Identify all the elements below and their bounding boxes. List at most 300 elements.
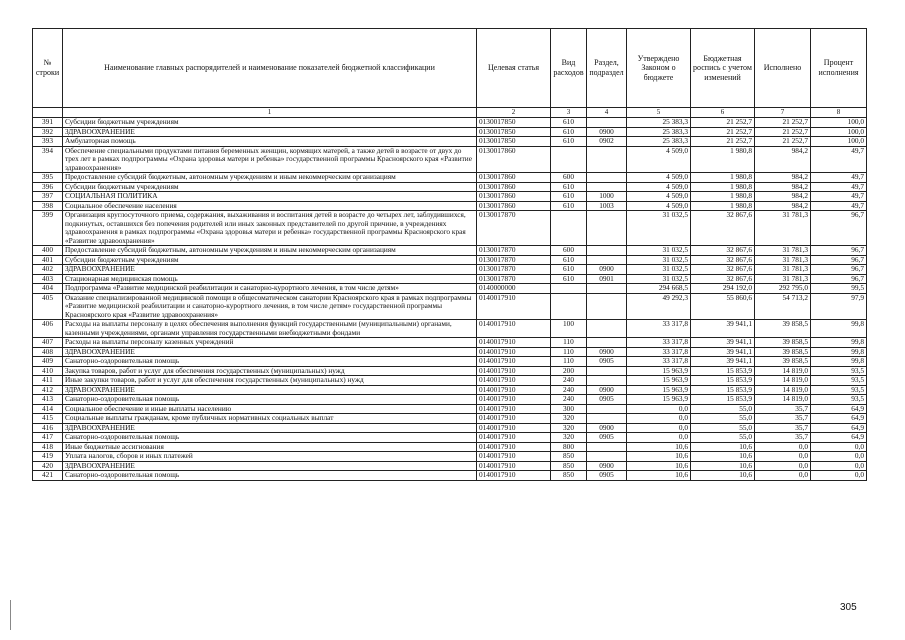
executed-amount-cell: 35,7 xyxy=(755,404,811,414)
expense-type-cell: 320 xyxy=(551,423,587,433)
table-row xyxy=(33,433,867,443)
row-number-cell: 403 xyxy=(33,274,63,284)
table-row xyxy=(33,461,867,471)
executed-amount-cell: 984,2 xyxy=(755,192,811,202)
indicator-name-cell: ЗДРАВООХРАНЕНИЕ xyxy=(63,423,477,433)
approved-amount-cell: 25 383,3 xyxy=(627,137,691,147)
percent-cell: 96,7 xyxy=(811,255,867,265)
indicator-name-cell: Социальные выплаты гражданам, кроме публичных нормативных социальных выплат xyxy=(63,414,477,424)
approved-amount-cell: 10,6 xyxy=(627,471,691,481)
table-row xyxy=(33,357,867,367)
table-row xyxy=(33,293,867,320)
row-number-cell: 404 xyxy=(33,284,63,294)
approved-amount-cell: 15 963,9 xyxy=(627,376,691,386)
section-cell xyxy=(587,146,627,173)
approved-amount-cell: 10,6 xyxy=(627,452,691,462)
percent-cell: 93,5 xyxy=(811,385,867,395)
row-number-cell: 419 xyxy=(33,452,63,462)
row-number-cell: 420 xyxy=(33,461,63,471)
executed-amount-cell: 14 819,0 xyxy=(755,366,811,376)
target-article-cell: 0130017870 xyxy=(477,255,551,265)
indicator-name-cell: Санаторно-оздоровительная помощь xyxy=(63,471,477,481)
table-row xyxy=(33,118,867,128)
indicator-name-cell: ЗДРАВООХРАНЕНИЕ xyxy=(63,385,477,395)
percent-cell: 49,7 xyxy=(811,173,867,183)
table-row xyxy=(33,146,867,173)
table-row xyxy=(33,173,867,183)
table-row xyxy=(33,137,867,147)
table-row xyxy=(33,255,867,265)
table-row xyxy=(33,452,867,462)
percent-cell: 93,5 xyxy=(811,366,867,376)
row-number-cell: 412 xyxy=(33,385,63,395)
schedule-amount-cell: 10,6 xyxy=(691,452,755,462)
percent-cell: 49,7 xyxy=(811,182,867,192)
percent-cell: 96,7 xyxy=(811,211,867,246)
expense-type-cell: 320 xyxy=(551,433,587,443)
target-article-cell: 0140017910 xyxy=(477,347,551,357)
executed-amount-cell: 984,2 xyxy=(755,201,811,211)
column-number: 6 xyxy=(691,108,755,118)
expense-type-cell: 600 xyxy=(551,173,587,183)
section-cell xyxy=(587,414,627,424)
section-cell xyxy=(587,293,627,320)
table-row xyxy=(33,471,867,481)
section-cell xyxy=(587,442,627,452)
indicator-name-cell: Субсидии бюджетным учреждениям xyxy=(63,255,477,265)
target-article-cell: 0130017850 xyxy=(477,127,551,137)
row-number-cell: 418 xyxy=(33,442,63,452)
target-article-cell: 0140017910 xyxy=(477,452,551,462)
column-number: 3 xyxy=(551,108,587,118)
section-cell xyxy=(587,366,627,376)
executed-amount-cell: 35,7 xyxy=(755,433,811,443)
table-row xyxy=(33,338,867,348)
executed-amount-cell: 984,2 xyxy=(755,173,811,183)
section-cell: 0900 xyxy=(587,385,627,395)
row-number-cell: 397 xyxy=(33,192,63,202)
indicator-name-cell: Иные бюджетные ассигнования xyxy=(63,442,477,452)
expense-type-cell: 240 xyxy=(551,376,587,386)
percent-cell: 96,7 xyxy=(811,265,867,275)
schedule-amount-cell: 15 853,9 xyxy=(691,385,755,395)
row-number-cell: 405 xyxy=(33,293,63,320)
target-article-cell: 0130017860 xyxy=(477,201,551,211)
section-cell: 0905 xyxy=(587,357,627,367)
schedule-amount-cell: 32 867,6 xyxy=(691,211,755,246)
row-number-cell: 398 xyxy=(33,201,63,211)
schedule-amount-cell: 15 853,9 xyxy=(691,366,755,376)
executed-amount-cell: 14 819,0 xyxy=(755,385,811,395)
schedule-amount-cell: 55,0 xyxy=(691,414,755,424)
expense-type-cell xyxy=(551,293,587,320)
schedule-amount-cell: 55,0 xyxy=(691,404,755,414)
approved-amount-cell: 31 032,5 xyxy=(627,246,691,256)
percent-cell: 99,8 xyxy=(811,320,867,338)
target-article-cell: 0140017910 xyxy=(477,433,551,443)
indicator-name-cell: Обеспечение специальными продуктами питания беременных женщин, кормящих матерей, а также детей в возрасте от двух до трех лет в рамках подпрограммы «Охрана здоровья матери и ребенка» государственной программы Красноярского края «Развитие здравоохранения» xyxy=(63,146,477,173)
indicator-name-cell: Субсидии бюджетным учреждениям xyxy=(63,182,477,192)
indicator-name-cell: Закупка товаров, работ и услуг для обеспечения государственных (муниципальных) нужд xyxy=(63,366,477,376)
target-article-cell: 0140017910 xyxy=(477,395,551,405)
target-article-cell: 0140017910 xyxy=(477,357,551,367)
schedule-amount-cell: 21 252,7 xyxy=(691,137,755,147)
table-header-row xyxy=(33,29,867,108)
table-row xyxy=(33,127,867,137)
section-cell xyxy=(587,246,627,256)
indicator-name-cell: Социальное обеспечение населения xyxy=(63,201,477,211)
column-number: 1 xyxy=(63,108,477,118)
column-number: 7 xyxy=(755,108,811,118)
expense-type-cell: 300 xyxy=(551,404,587,414)
indicator-name-cell: Санаторно-оздоровительная помощь xyxy=(63,357,477,367)
section-cell xyxy=(587,452,627,462)
target-article-cell: 0140017910 xyxy=(477,404,551,414)
approved-amount-cell: 15 963,9 xyxy=(627,366,691,376)
header-section: Раздел, подраздел xyxy=(587,29,627,108)
indicator-name-cell: СОЦИАЛЬНАЯ ПОЛИТИКА xyxy=(63,192,477,202)
header-percent: Процент исполнения xyxy=(811,29,867,108)
column-number: 5 xyxy=(627,108,691,118)
row-number-cell: 401 xyxy=(33,255,63,265)
percent-cell: 49,7 xyxy=(811,146,867,173)
target-article-cell: 0130017870 xyxy=(477,274,551,284)
percent-cell: 99,8 xyxy=(811,338,867,348)
row-number-cell: 395 xyxy=(33,173,63,183)
schedule-amount-cell: 10,6 xyxy=(691,442,755,452)
schedule-amount-cell: 1 980,8 xyxy=(691,192,755,202)
expense-type-cell: 110 xyxy=(551,338,587,348)
executed-amount-cell: 984,2 xyxy=(755,182,811,192)
section-cell xyxy=(587,118,627,128)
expense-type-cell xyxy=(551,284,587,294)
approved-amount-cell: 4 509,0 xyxy=(627,192,691,202)
executed-amount-cell: 31 781,3 xyxy=(755,246,811,256)
percent-cell: 0,0 xyxy=(811,442,867,452)
section-cell: 1000 xyxy=(587,192,627,202)
table-row xyxy=(33,211,867,246)
section-cell: 1003 xyxy=(587,201,627,211)
table-body xyxy=(33,118,867,481)
row-number-cell: 406 xyxy=(33,320,63,338)
indicator-name-cell: Субсидии бюджетным учреждениям xyxy=(63,118,477,128)
executed-amount-cell: 21 252,7 xyxy=(755,127,811,137)
expense-type-cell: 240 xyxy=(551,385,587,395)
percent-cell: 97,9 xyxy=(811,293,867,320)
header-approved: Утверждено Законом о бюджете xyxy=(627,29,691,108)
table-row xyxy=(33,192,867,202)
approved-amount-cell: 31 032,5 xyxy=(627,211,691,246)
expense-type-cell: 610 xyxy=(551,118,587,128)
approved-amount-cell: 31 032,5 xyxy=(627,255,691,265)
schedule-amount-cell: 21 252,7 xyxy=(691,118,755,128)
executed-amount-cell: 39 858,5 xyxy=(755,320,811,338)
schedule-amount-cell: 55,0 xyxy=(691,423,755,433)
schedule-amount-cell: 21 252,7 xyxy=(691,127,755,137)
table-row xyxy=(33,395,867,405)
header-expense-type: Вид расходов xyxy=(551,29,587,108)
table-row xyxy=(33,376,867,386)
target-article-cell: 0130017850 xyxy=(477,118,551,128)
expense-type-cell: 610 xyxy=(551,265,587,275)
target-article-cell: 0130017860 xyxy=(477,192,551,202)
row-number-cell: 394 xyxy=(33,146,63,173)
schedule-amount-cell: 15 853,9 xyxy=(691,376,755,386)
approved-amount-cell: 25 383,3 xyxy=(627,118,691,128)
approved-amount-cell: 0,0 xyxy=(627,414,691,424)
header-name: Наименование главных распорядителей и наименование показателей бюджетной классификации xyxy=(63,29,477,108)
column-number: 2 xyxy=(477,108,551,118)
target-article-cell: 0130017860 xyxy=(477,146,551,173)
approved-amount-cell: 4 509,0 xyxy=(627,201,691,211)
section-cell xyxy=(587,255,627,265)
executed-amount-cell: 0,0 xyxy=(755,452,811,462)
section-cell: 0900 xyxy=(587,265,627,275)
row-number-cell: 421 xyxy=(33,471,63,481)
expense-type-cell: 610 xyxy=(551,201,587,211)
expense-type-cell: 600 xyxy=(551,246,587,256)
section-cell: 0900 xyxy=(587,461,627,471)
target-article-cell: 0130017870 xyxy=(477,265,551,275)
executed-amount-cell: 0,0 xyxy=(755,461,811,471)
approved-amount-cell: 33 317,8 xyxy=(627,320,691,338)
section-cell: 0900 xyxy=(587,423,627,433)
approved-amount-cell: 31 032,5 xyxy=(627,274,691,284)
approved-amount-cell: 4 509,0 xyxy=(627,146,691,173)
schedule-amount-cell: 39 941,1 xyxy=(691,338,755,348)
target-article-cell: 0140017910 xyxy=(477,385,551,395)
percent-cell: 99,5 xyxy=(811,284,867,294)
section-cell: 0900 xyxy=(587,347,627,357)
schedule-amount-cell: 15 853,9 xyxy=(691,395,755,405)
schedule-amount-cell: 10,6 xyxy=(691,461,755,471)
row-number-cell: 414 xyxy=(33,404,63,414)
expense-type-cell: 610 xyxy=(551,127,587,137)
table-row xyxy=(33,404,867,414)
target-article-cell: 0130017860 xyxy=(477,182,551,192)
approved-amount-cell: 0,0 xyxy=(627,404,691,414)
indicator-name-cell: Стационарная медицинская помощь xyxy=(63,274,477,284)
indicator-name-cell: ЗДРАВООХРАНЕНИЕ xyxy=(63,265,477,275)
row-number-cell: 391 xyxy=(33,118,63,128)
schedule-amount-cell: 32 867,6 xyxy=(691,274,755,284)
executed-amount-cell: 54 713,2 xyxy=(755,293,811,320)
header-row-no: № строки xyxy=(33,29,63,108)
schedule-amount-cell: 294 192,0 xyxy=(691,284,755,294)
approved-amount-cell: 0,0 xyxy=(627,433,691,443)
percent-cell: 99,8 xyxy=(811,357,867,367)
target-article-cell: 0140017910 xyxy=(477,414,551,424)
row-number-cell: 407 xyxy=(33,338,63,348)
executed-amount-cell: 39 858,5 xyxy=(755,347,811,357)
approved-amount-cell: 4 509,0 xyxy=(627,173,691,183)
schedule-amount-cell: 1 980,8 xyxy=(691,182,755,192)
table-row xyxy=(33,414,867,424)
percent-cell: 93,5 xyxy=(811,376,867,386)
percent-cell: 49,7 xyxy=(811,192,867,202)
target-article-cell: 0140017910 xyxy=(477,366,551,376)
table-row xyxy=(33,246,867,256)
row-number-cell: 400 xyxy=(33,246,63,256)
section-cell: 0901 xyxy=(587,274,627,284)
row-number-cell: 416 xyxy=(33,423,63,433)
target-article-cell: 0130017860 xyxy=(477,173,551,183)
expense-type-cell: 850 xyxy=(551,452,587,462)
header-budget-schedule: Бюджетная роспись с учетом изменений xyxy=(691,29,755,108)
percent-cell: 100,0 xyxy=(811,137,867,147)
percent-cell: 64,9 xyxy=(811,414,867,424)
expense-type-cell: 610 xyxy=(551,255,587,265)
budget-execution-table xyxy=(32,28,867,481)
indicator-name-cell: Социальное обеспечение и иные выплаты населению xyxy=(63,404,477,414)
indicator-name-cell: Амбулаторная помощь xyxy=(63,137,477,147)
section-cell: 0900 xyxy=(587,127,627,137)
percent-cell: 0,0 xyxy=(811,452,867,462)
expense-type-cell: 100 xyxy=(551,320,587,338)
section-cell: 0905 xyxy=(587,433,627,443)
executed-amount-cell: 0,0 xyxy=(755,442,811,452)
row-number-cell: 408 xyxy=(33,347,63,357)
row-number-cell: 396 xyxy=(33,182,63,192)
target-article-cell: 0140017910 xyxy=(477,320,551,338)
row-number-cell: 410 xyxy=(33,366,63,376)
section-cell xyxy=(587,211,627,246)
indicator-name-cell: Предоставление субсидий бюджетным, автономным учреждениям и иным некоммерческим организациям xyxy=(63,246,477,256)
target-article-cell: 0140017910 xyxy=(477,423,551,433)
expense-type-cell: 610 xyxy=(551,192,587,202)
expense-type-cell: 240 xyxy=(551,395,587,405)
row-number-cell: 402 xyxy=(33,265,63,275)
approved-amount-cell: 33 317,8 xyxy=(627,357,691,367)
table-row xyxy=(33,274,867,284)
row-number-cell: 393 xyxy=(33,137,63,147)
indicator-name-cell: Санаторно-оздоровительная помощь xyxy=(63,395,477,405)
percent-cell: 64,9 xyxy=(811,404,867,414)
header-target-article: Целевая статья xyxy=(477,29,551,108)
row-number-cell: 409 xyxy=(33,357,63,367)
indicator-name-cell: ЗДРАВООХРАНЕНИЕ xyxy=(63,461,477,471)
expense-type-cell: 110 xyxy=(551,357,587,367)
executed-amount-cell: 35,7 xyxy=(755,414,811,424)
expense-type-cell: 610 xyxy=(551,274,587,284)
approved-amount-cell: 10,6 xyxy=(627,442,691,452)
row-number-cell: 411 xyxy=(33,376,63,386)
schedule-amount-cell: 1 980,8 xyxy=(691,201,755,211)
table-row xyxy=(33,385,867,395)
executed-amount-cell: 31 781,3 xyxy=(755,211,811,246)
approved-amount-cell: 49 292,3 xyxy=(627,293,691,320)
indicator-name-cell: Расходы на выплаты персоналу в целях обеспечения выполнения функций государственными (муниципальными) органами, казенными учреждениями, органами управления государственными внебюджетными фондами xyxy=(63,320,477,338)
table-row xyxy=(33,320,867,338)
indicator-name-cell: Подпрограмма «Развитие медицинской реабилитации и санаторно-курортного лечения, в том числе детям» xyxy=(63,284,477,294)
executed-amount-cell: 14 819,0 xyxy=(755,376,811,386)
table-row xyxy=(33,182,867,192)
executed-amount-cell: 0,0 xyxy=(755,471,811,481)
section-cell: 0905 xyxy=(587,471,627,481)
executed-amount-cell: 292 795,0 xyxy=(755,284,811,294)
indicator-name-cell: Оказание специализированной медицинской помощи в общесоматическом санатории Красноярского края в рамках подпрограммы «Развитие медицинской реабилитации и санаторно-курортного лечения, в том числе детям» государственной программы Красноярского края «Развитие здравоохранения» xyxy=(63,293,477,320)
target-article-cell: 0130017870 xyxy=(477,211,551,246)
approved-amount-cell: 31 032,5 xyxy=(627,265,691,275)
percent-cell: 100,0 xyxy=(811,118,867,128)
target-article-cell: 0140000000 xyxy=(477,284,551,294)
executed-amount-cell: 39 858,5 xyxy=(755,357,811,367)
expense-type-cell: 320 xyxy=(551,414,587,424)
percent-cell: 0,0 xyxy=(811,471,867,481)
table-row xyxy=(33,265,867,275)
table-row xyxy=(33,347,867,357)
percent-cell: 99,8 xyxy=(811,347,867,357)
schedule-amount-cell: 39 941,1 xyxy=(691,347,755,357)
schedule-amount-cell: 39 941,1 xyxy=(691,320,755,338)
section-cell xyxy=(587,338,627,348)
expense-type-cell: 200 xyxy=(551,366,587,376)
percent-cell: 100,0 xyxy=(811,127,867,137)
schedule-amount-cell: 39 941,1 xyxy=(691,357,755,367)
approved-amount-cell: 10,6 xyxy=(627,461,691,471)
row-number-cell: 413 xyxy=(33,395,63,405)
scan-margin-line xyxy=(10,600,11,630)
section-cell xyxy=(587,320,627,338)
indicator-name-cell: ЗДРАВООХРАНЕНИЕ xyxy=(63,127,477,137)
row-number-cell: 399 xyxy=(33,211,63,246)
column-number xyxy=(33,108,63,118)
section-cell xyxy=(587,182,627,192)
schedule-amount-cell: 1 980,8 xyxy=(691,146,755,173)
column-numbers-row xyxy=(33,108,867,118)
schedule-amount-cell: 32 867,6 xyxy=(691,265,755,275)
schedule-amount-cell: 32 867,6 xyxy=(691,246,755,256)
executed-amount-cell: 31 781,3 xyxy=(755,255,811,265)
indicator-name-cell: Расходы на выплаты персоналу казенных учреждений xyxy=(63,338,477,348)
approved-amount-cell: 294 668,5 xyxy=(627,284,691,294)
executed-amount-cell: 39 858,5 xyxy=(755,338,811,348)
approved-amount-cell: 0,0 xyxy=(627,423,691,433)
executed-amount-cell: 31 781,3 xyxy=(755,265,811,275)
executed-amount-cell: 21 252,7 xyxy=(755,118,811,128)
approved-amount-cell: 33 317,8 xyxy=(627,347,691,357)
row-number-cell: 392 xyxy=(33,127,63,137)
schedule-amount-cell: 1 980,8 xyxy=(691,173,755,183)
executed-amount-cell: 21 252,7 xyxy=(755,137,811,147)
percent-cell: 0,0 xyxy=(811,461,867,471)
expense-type-cell: 610 xyxy=(551,182,587,192)
section-cell xyxy=(587,404,627,414)
approved-amount-cell: 4 509,0 xyxy=(627,182,691,192)
executed-amount-cell: 31 781,3 xyxy=(755,274,811,284)
approved-amount-cell: 15 963,9 xyxy=(627,385,691,395)
target-article-cell: 0140017910 xyxy=(477,338,551,348)
target-article-cell: 0140017910 xyxy=(477,442,551,452)
section-cell xyxy=(587,173,627,183)
indicator-name-cell: Предоставление субсидий бюджетным, автономным учреждениям и иным некоммерческим организациям xyxy=(63,173,477,183)
target-article-cell: 0140017910 xyxy=(477,293,551,320)
indicator-name-cell: Санаторно-оздоровительная помощь xyxy=(63,433,477,443)
schedule-amount-cell: 32 867,6 xyxy=(691,255,755,265)
approved-amount-cell: 25 383,3 xyxy=(627,127,691,137)
percent-cell: 64,9 xyxy=(811,433,867,443)
table-row xyxy=(33,201,867,211)
approved-amount-cell: 15 963,9 xyxy=(627,395,691,405)
expense-type-cell: 850 xyxy=(551,461,587,471)
row-number-cell: 417 xyxy=(33,433,63,443)
percent-cell: 96,7 xyxy=(811,274,867,284)
target-article-cell: 0140017910 xyxy=(477,461,551,471)
section-cell: 0905 xyxy=(587,395,627,405)
target-article-cell: 0140017910 xyxy=(477,471,551,481)
column-number: 8 xyxy=(811,108,867,118)
executed-amount-cell: 984,2 xyxy=(755,146,811,173)
